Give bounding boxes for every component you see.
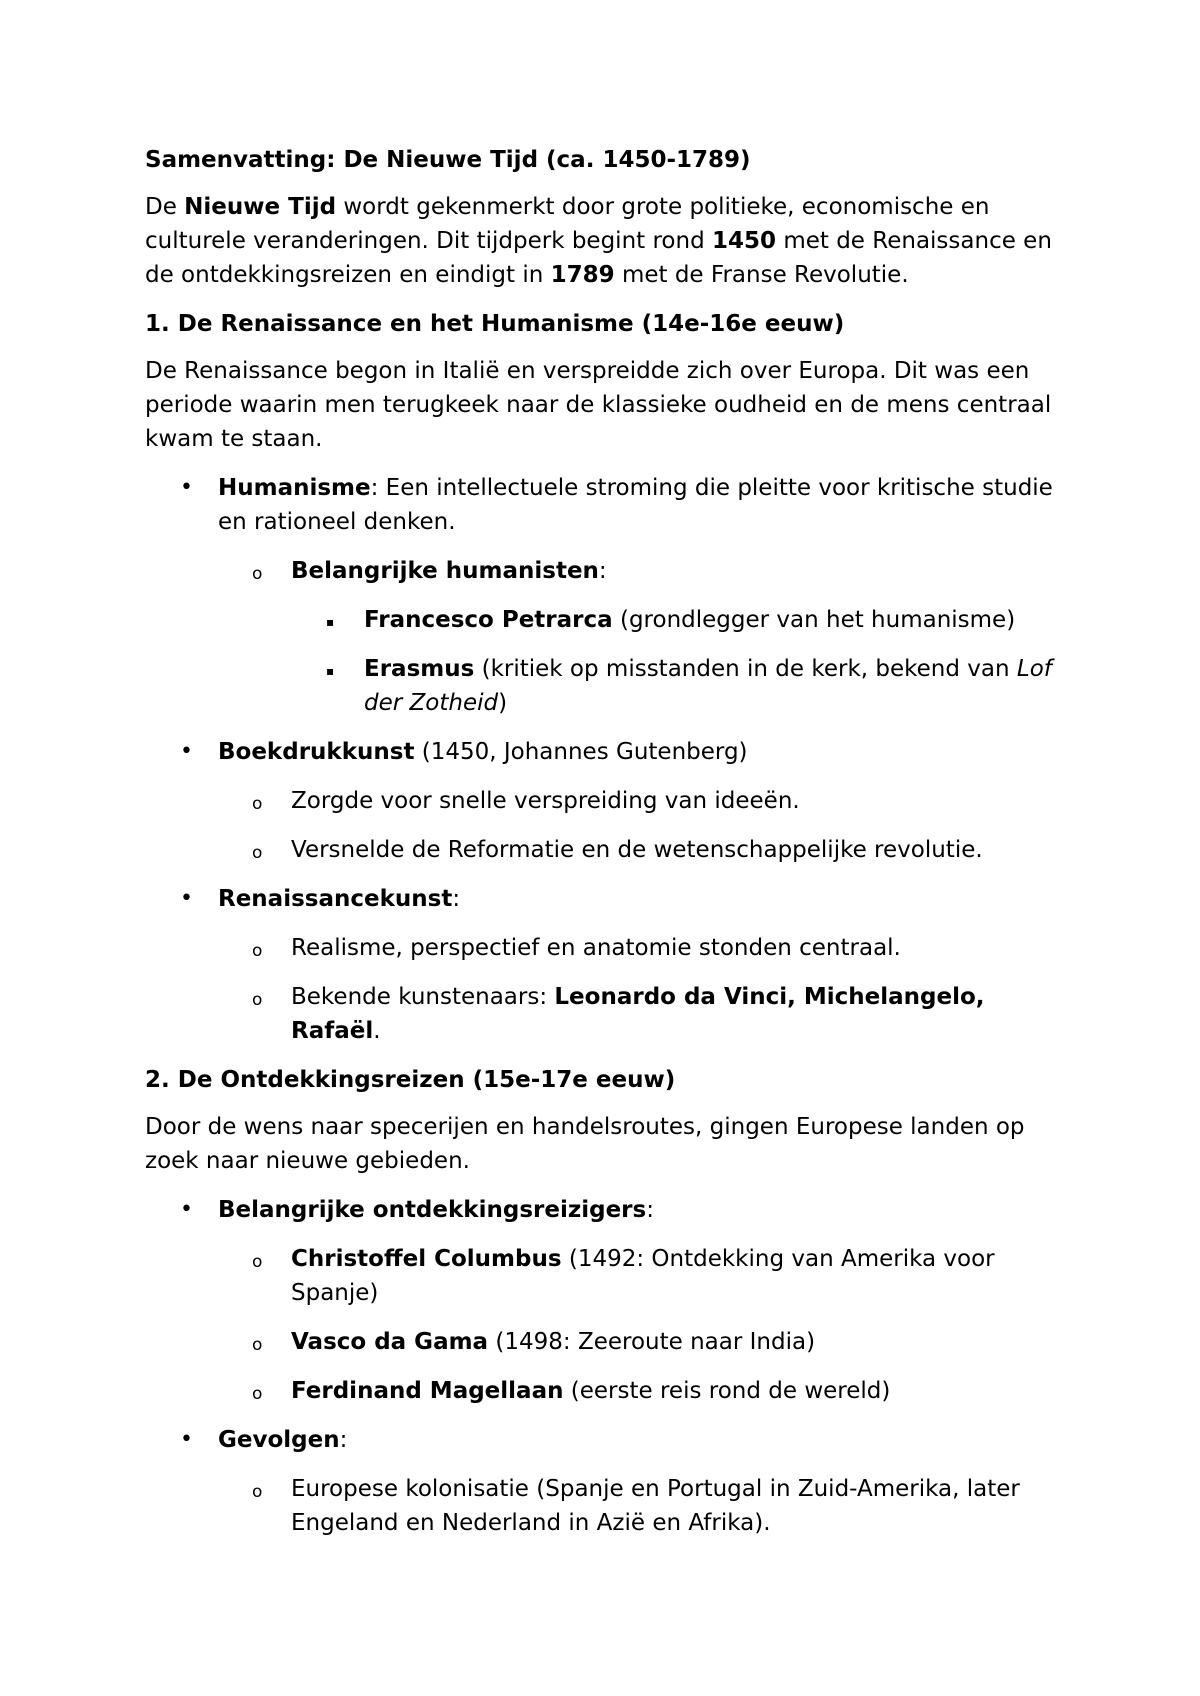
list-item-text: Versnelde de Reformatie en de wetenschappelijke revolutie. [291, 837, 983, 863]
intro-bold-term: Nieuwe Tijd [184, 194, 337, 220]
bullet-circle-icon: o [252, 843, 263, 863]
document-title: Samenvatting: De Nieuwe Tijd (ca. 1450-1789) [145, 147, 751, 173]
list-item-erasmus [145, 652, 1075, 720]
bullet-circle-icon: o [252, 1252, 263, 1272]
bullet-dot-icon: • [180, 739, 193, 764]
list-item-text: : [598, 558, 607, 584]
list-item-label: Renaissancekunst [218, 886, 453, 912]
list-item-text: Bekende kunstenaars: [291, 984, 555, 1010]
list-item-label: Erasmus [364, 656, 475, 682]
list-item-label: Ferdinand Magellaan [291, 1378, 564, 1404]
list-item-text: Europese kolonisatie (Spanje en Portugal in Zuid-Amerika, later Engeland en Nederland in Azië en Afrika). [291, 1476, 1020, 1536]
list-item-boekdrukkunst [145, 735, 1075, 769]
bullet-circle-icon: o [252, 990, 263, 1010]
bullet-circle-icon: o [252, 564, 263, 584]
bullet-circle-icon: o [252, 941, 263, 961]
list-item-columbus [145, 1242, 1075, 1310]
list-item-text: . [373, 1018, 381, 1044]
list-item-text: (1492: Ontdekking van Amerika voor Spanje) [291, 1246, 995, 1306]
list-item-text: Realisme, perspectief en anatomie stonden centraal. [291, 935, 901, 961]
list-item-petrarca [145, 603, 1075, 637]
list-item-text: : [339, 1427, 348, 1453]
section2-paragraph: Door de wens naar specerijen en handelsroutes, gingen Europese landen op zoek naar nieuwe gebieden. [145, 1114, 1025, 1174]
list-item-ontdekkingsreizigers [145, 1193, 1075, 1227]
intro-bold-year-start: 1450 [712, 228, 777, 254]
list-item-label: Boekdrukkunst [218, 739, 415, 765]
list-item-text: : [646, 1197, 654, 1223]
intro-text: De [145, 194, 185, 220]
bullet-circle-icon: o [252, 1384, 263, 1404]
bullet-circle-icon: o [252, 1335, 263, 1355]
list-item-gevolgen [145, 1423, 1075, 1457]
list-item-gevolgen-sub1 [145, 1472, 1075, 1540]
list-item-text: (grondlegger van het humanisme) [612, 607, 1016, 633]
bullet-dot-icon: • [180, 475, 193, 500]
list-item-text: : [452, 886, 461, 912]
list-item-text: (1450, Johannes Gutenberg) [414, 739, 748, 765]
document-content [145, 143, 1075, 1555]
list-item-text: (1498: Zeeroute naar India) [488, 1329, 816, 1355]
list-item-gama [145, 1325, 1075, 1359]
list-item-text: ) [498, 690, 508, 716]
bullet-dot-icon: • [180, 1427, 193, 1452]
list-item-renaissancekunst [145, 882, 1075, 916]
list-item-text: (kritiek op misstanden in de kerk, bekend van [474, 656, 1017, 682]
list-item-text: : Een intellectuele stroming die pleitte voor kritische studie en rationeel denken. [218, 475, 1053, 535]
list-item-boekdruk-sub2 [145, 833, 1075, 867]
intro-bold-year-end: 1789 [550, 262, 615, 288]
list-item-humanisten [145, 554, 1075, 588]
list-item-label: Belangrijke humanisten [291, 558, 599, 584]
list-item-label: Vasco da Gama [291, 1329, 489, 1355]
list-item-boekdruk-sub1 [145, 784, 1075, 818]
bullet-square-icon: ▪ [326, 615, 335, 629]
list-item-label: Humanisme [218, 475, 371, 501]
list-item-kunst-sub1 [145, 931, 1075, 965]
bullet-dot-icon: • [180, 1197, 193, 1222]
bullet-circle-icon: o [252, 1482, 263, 1502]
intro-text: wordt gekenmerkt door grote politieke, economische en culturele veranderingen. Dit tijdperk begint rond [145, 194, 990, 254]
list-item-label: Christoffel Columbus [291, 1246, 562, 1272]
list-item-text: Zorgde voor snelle verspreiding van ideeën. [291, 788, 800, 814]
list-item-humanisme [145, 471, 1075, 539]
bullet-circle-icon: o [252, 794, 263, 814]
intro-text: met de Renaissance en de ontdekkingsreizen en eindigt in [145, 228, 1052, 288]
section1-paragraph: De Renaissance begon in Italië en verspreidde zich over Europa. Dit was een periode waarin men terugkeek naar de klassieke oudheid en de mens centraal kwam te staan. [145, 358, 1052, 452]
list-item-kunst-sub2 [145, 980, 1075, 1048]
artist-names: Leonardo da Vinci, Michelangelo, Rafaël [291, 984, 985, 1044]
list-item-label: Francesco Petrarca [364, 607, 613, 633]
list-item-label: Belangrijke ontdekkingsreizigers [218, 1197, 647, 1223]
intro-text: met de Franse Revolutie. [614, 262, 909, 288]
section1-heading: 1. De Renaissance en het Humanisme (14e-16e eeuw) [145, 311, 845, 337]
section2-heading: 2. De Ontdekkingsreizen (15e-17e eeuw) [145, 1067, 676, 1093]
book-title: Lof der Zotheid [364, 656, 1052, 716]
list-item-magellaan [145, 1374, 1075, 1408]
bullet-square-icon: ▪ [326, 664, 335, 678]
list-item-text: (eerste reis rond de wereld) [563, 1378, 891, 1404]
list-item-label: Gevolgen [218, 1427, 340, 1453]
intro-paragraph [145, 190, 1075, 292]
bullet-dot-icon: • [180, 886, 193, 911]
